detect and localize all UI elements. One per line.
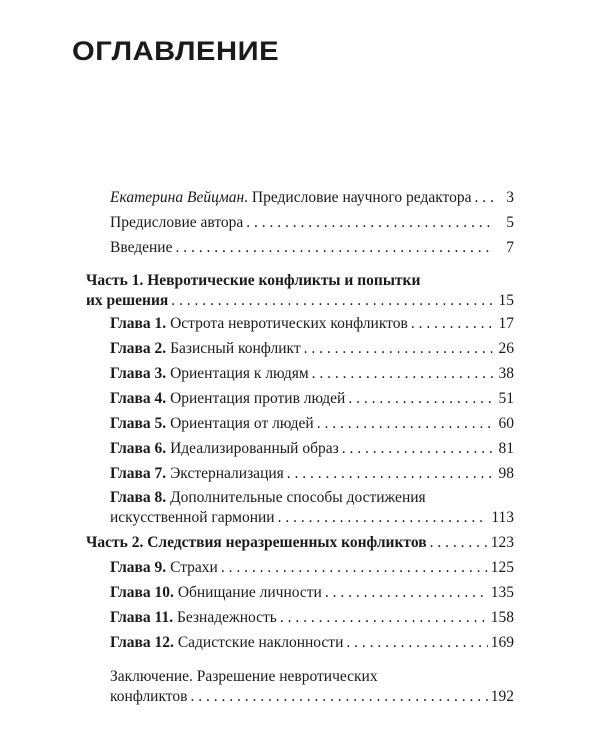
toc-part-title: Часть 1. Невротические конфликты и попытки [86, 272, 421, 289]
toc-chapter-11[interactable] [110, 608, 514, 628]
chapter-title: Ориентация от людей [170, 415, 314, 432]
toc-entry-page: 51 [498, 390, 514, 407]
dot-leader [190, 687, 487, 707]
toc-chapter-9[interactable] [110, 558, 514, 578]
toc-entry-title: Предисловие автора [110, 214, 244, 231]
chapter-title: Идеализированный образ [170, 440, 339, 457]
toc-chapter-7[interactable] [110, 464, 514, 484]
toc-part-2[interactable] [86, 533, 514, 553]
toc-entry-page: 135 [490, 584, 514, 601]
toc-entry-title: Введение [110, 239, 173, 256]
dot-leader [280, 608, 488, 628]
dot-leader [474, 188, 493, 208]
toc-part-title: Часть 2. Следствия неразрешенных конфликтов [86, 534, 427, 551]
chapter-label: Глава 12. [110, 634, 174, 651]
dot-leader [278, 508, 489, 528]
toc-chapter-1[interactable] [110, 314, 514, 334]
toc-chapter-4[interactable] [110, 389, 514, 409]
chapter-title: Обнищание личности [177, 584, 322, 601]
toc-entry-author-preface[interactable] [110, 213, 514, 233]
chapter-label: Глава 5. [110, 415, 167, 432]
toc-entry-page: 7 [506, 239, 514, 256]
chapter-label: Глава 3. [110, 365, 167, 382]
toc-entry-title: Заключение. Разрешение невротических [110, 668, 378, 685]
toc-chapter-2[interactable] [110, 339, 514, 359]
dot-leader [171, 291, 493, 311]
toc-entry-page: 81 [498, 440, 514, 457]
dot-leader [348, 389, 493, 409]
toc-entry-page: 38 [498, 365, 514, 382]
toc-entry-page: 26 [498, 340, 514, 357]
dot-leader [317, 414, 493, 434]
chapter-title: Безнадежность [176, 609, 277, 626]
chapter-title: Базисный конфликт [170, 340, 301, 357]
chapter-title-cont: искусственной гармонии [110, 509, 275, 526]
chapter-title: Дополнительные способы достижения [170, 489, 426, 506]
toc-entry-page: 113 [491, 509, 514, 526]
chapter-label: Глава 1. [110, 315, 167, 332]
toc-chapter-10[interactable] [110, 583, 514, 603]
chapter-title: Острота невротических конфликтов [170, 315, 408, 332]
dot-leader [221, 558, 488, 578]
chapter-label: Глава 4. [110, 390, 167, 407]
toc-entry-page: 17 [498, 315, 514, 332]
toc-entry-page: 158 [490, 609, 514, 626]
chapter-label: Глава 8. [110, 489, 167, 506]
dot-leader [342, 439, 493, 459]
toc-entry-author: Екатерина Вейцман [110, 189, 245, 206]
toc-chapter-5[interactable] [110, 414, 514, 434]
toc-entry-title: . Предисловие научного редактора [244, 189, 472, 206]
toc-entry-page: 60 [498, 415, 514, 432]
toc-entry-page: 169 [490, 634, 514, 651]
dot-leader [246, 213, 493, 233]
toc-entry-page: 125 [490, 559, 514, 576]
chapter-title: Страхи [170, 559, 218, 576]
toc-entry-title-cont: конфликтов [110, 688, 188, 705]
toc-entry-introduction[interactable] [110, 238, 514, 258]
chapter-label: Глава 7. [110, 465, 167, 482]
toc-part-title-cont: их решения [86, 292, 169, 309]
dot-leader [430, 533, 488, 553]
toc-entry-page: 15 [498, 292, 514, 309]
chapter-label: Глава 10. [110, 584, 174, 601]
toc-chapter-3[interactable] [110, 364, 514, 384]
chapter-label: Глава 6. [110, 440, 167, 457]
toc-chapter-6[interactable] [110, 439, 514, 459]
dot-leader [325, 583, 488, 603]
dot-leader [411, 314, 493, 334]
toc-entry-conclusion[interactable] [110, 667, 514, 707]
toc-entry-page: 192 [490, 688, 514, 705]
toc-entry-page: 5 [506, 214, 514, 231]
page-title: ОГЛАВЛЕНИЕ [72, 36, 280, 66]
toc-chapter-12[interactable] [110, 633, 514, 653]
toc-chapter-8[interactable] [110, 488, 514, 528]
toc-entry-editor-preface[interactable] [110, 188, 514, 208]
chapter-label: Глава 9. [110, 559, 167, 576]
dot-leader [304, 339, 493, 359]
chapter-title: Садистские наклонности [177, 634, 344, 651]
chapter-title: Ориентация против людей [170, 390, 346, 407]
toc-entry-page: 3 [506, 189, 514, 206]
dot-leader [287, 464, 493, 484]
toc-entry-page: 123 [490, 534, 514, 551]
chapter-label: Глава 11. [110, 609, 174, 626]
chapter-title: Экстернализация [170, 465, 284, 482]
chapter-label: Глава 2. [110, 340, 167, 357]
chapter-title: Ориентация к людям [170, 365, 309, 382]
toc-part-1[interactable] [86, 271, 514, 311]
dot-leader [346, 633, 487, 653]
toc-entry-page: 98 [498, 465, 514, 482]
dot-leader [175, 238, 493, 258]
dot-leader [312, 364, 493, 384]
